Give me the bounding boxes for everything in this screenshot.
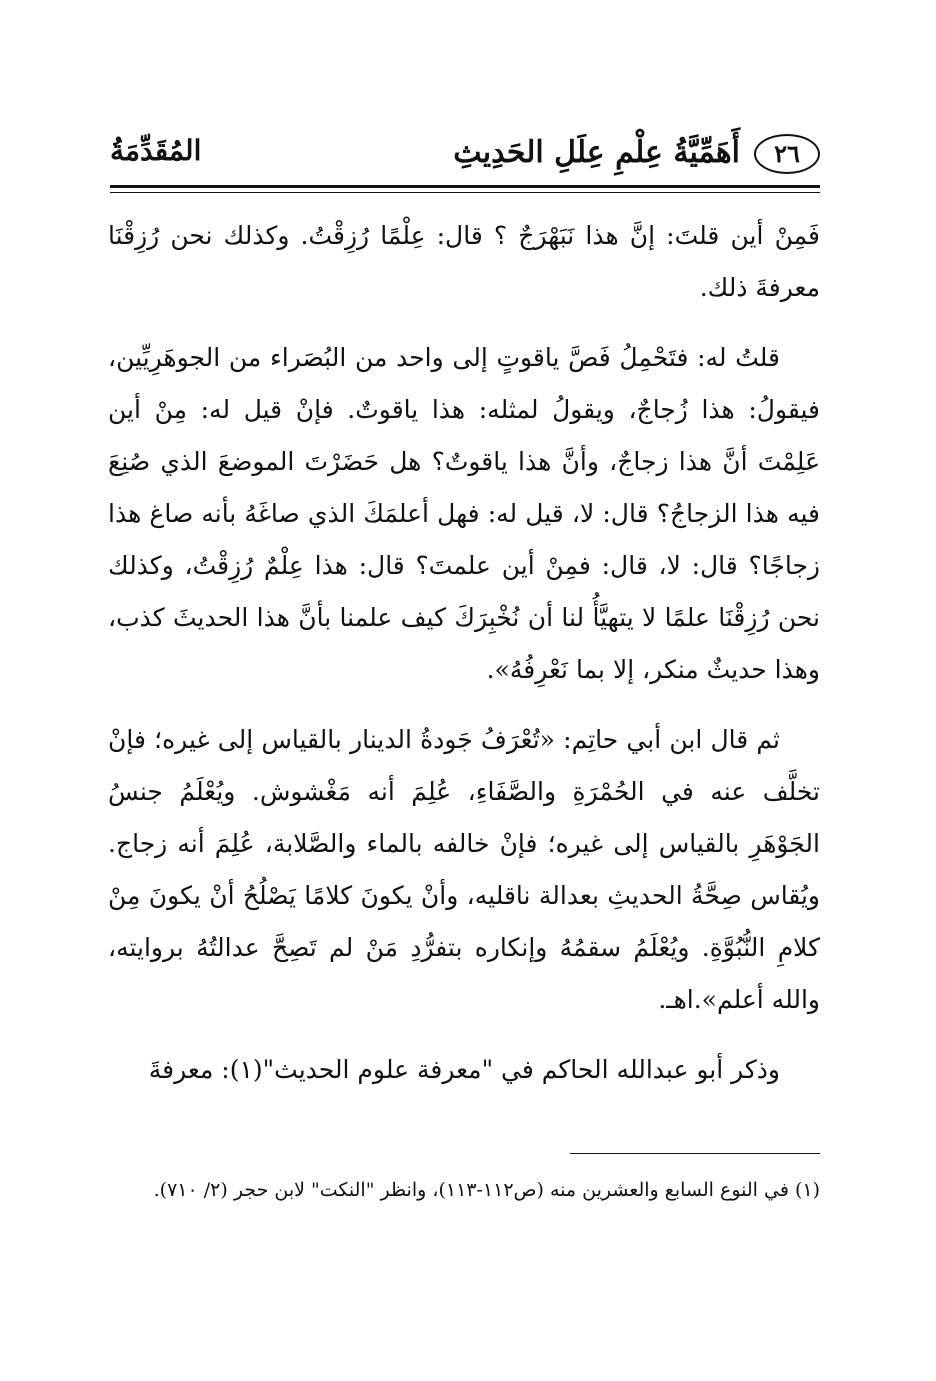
body-text	[108, 210, 820, 1114]
paragraph-1: فَمِنْ أين قلتَ: إنَّ هذا نَبَهْرَجٌ ؟ قال: عِلْمًا رُزِقْتُ. وكذلك نحن رُزِقْنَا معرفةَ ذلك.	[108, 221, 820, 302]
page-number: ٢٦	[774, 139, 800, 168]
footnote: (١) في النوع السابع والعشرين منه (ص١١٢-١١٣)، وانظر "النكت" لابن حجر (٢/ ٧١٠).	[153, 1179, 820, 1201]
header-book-title-wrap	[453, 134, 820, 174]
paragraph-3: ثم قال ابن أبي حاتِم: «تُعْرَفُ جَودةُ الدينار بالقياس إلى غيره؛ فإنْ تخلَّف عنه في الحُمْرَةِ والصَّفَاءِ، عُلِمَ أنه مَغْشوش. ويُعْلَمُ جنسُ الجَوْهَرِ بالقياس إلى غيره؛ فإنْ خالفه بالماء والصَّلابة، عُلِمَ أنه زجاج. ويُقاس صِحَّةُ الحديثِ بعدالة ناقليه، وأنْ يكونَ كلامًا يَصْلُحُ أنْ يكونَ مِنْ كلامِ النُّبُوَّةِ. ويُعْلَمُ سقمُهُ وإنكاره بتفرُّدِ مَنْ لم تَصِحَّ عدالتُهُ بروايته، والله أعلم».اهـ.	[108, 725, 820, 1014]
book-title: أَهَمِّيَّةُ عِلْمِ عِلَلِ الحَدِيثِ	[453, 135, 740, 170]
section-title: المُقَدِّمَةُ	[110, 134, 202, 167]
header-rule-thick	[110, 185, 820, 188]
page-header	[110, 130, 820, 178]
header-rule-thin	[110, 192, 820, 193]
paragraph-2: قلتُ له: فتَحْمِلُ فَصَّ ياقوتٍ إلى واحد من البُصَراء من الجوهَرِيِّين، فيقولُ: هذا زُجاجٌ، ويقولُ لمثله: هذا ياقوتٌ. فإنْ قيل له: مِنْ أين عَلِمْتَ أنَّ هذا زجاجٌ، وأنَّ هذا ياقوتٌ؟ هل حَضَرْتَ الموضعَ الذي صُنِعَ فيه هذا الزجاجُ؟ قال: لا، قيل له: فهل أعلمَكَ الذي صاغَهُ بأنه صاغ هذا زجاجًا؟ قال: لا، قال: فمِنْ أين علمتَ؟ قال: هذا عِلْمٌ رُزِقْتُ، وكذلك نحن رُزِقْنَا علمًا لا يتهيَّأُ لنا أن نُخْبِرَكَ كيف علمنا بأنَّ هذا الحديثَ كذب، وهذا حديثٌ منكر، إلا بما نَعْرِفُهُ».	[108, 343, 820, 684]
page-number-badge	[754, 134, 820, 174]
paragraph-4: وذكر أبو عبدالله الحاكم في "معرفة علوم الحديث"(١): معرفةَ	[148, 1055, 780, 1084]
footnote-rule	[570, 1153, 820, 1154]
